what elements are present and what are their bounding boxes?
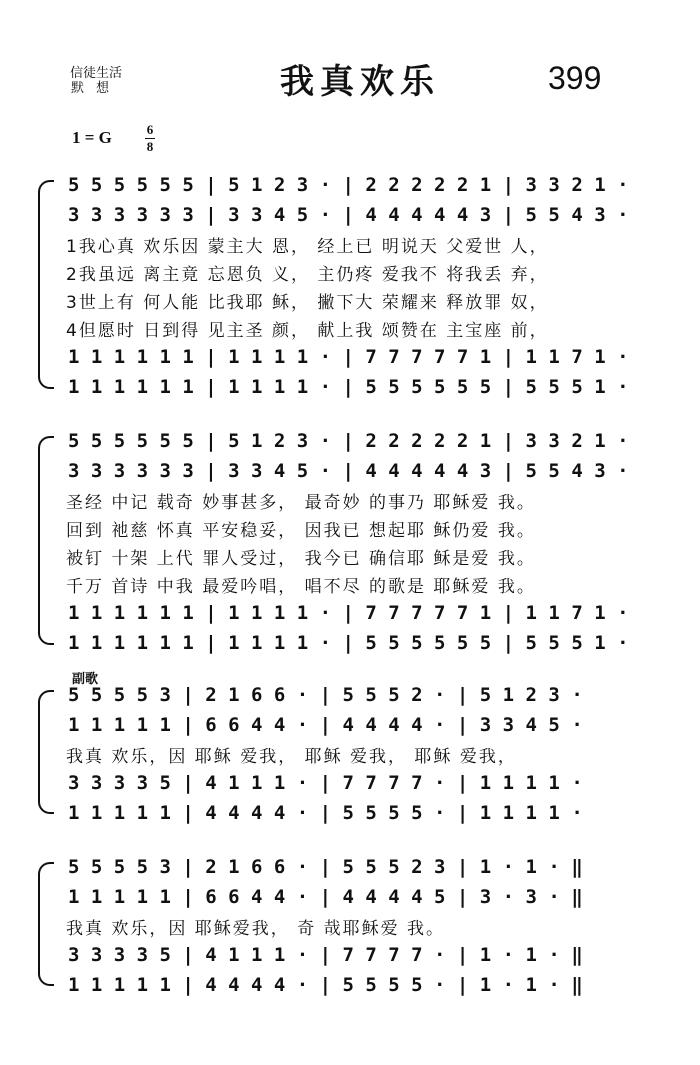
- bass-line: [58, 800, 658, 830]
- alto-notes: 3 3 3 3 3 3 | 3 3 4 5 · | 4 4 4 4 4 3 | 5 5 4 3 ·: [68, 204, 629, 226]
- time-signature: [145, 123, 155, 154]
- tenor-line: [58, 770, 658, 800]
- soprano-notes: 5 5 5 5 5 5 | 5 1 2 3 · | 2 2 2 2 2 1 | 3 3 2 1 ·: [68, 174, 629, 196]
- key-signature: 1 = G: [72, 128, 112, 147]
- bass-line: [58, 630, 658, 660]
- hymn-title: 我真欢乐: [280, 62, 440, 102]
- alto-line: [58, 712, 658, 742]
- alto-line: [58, 202, 658, 232]
- hymn-category: [70, 66, 122, 96]
- score-system-3: [58, 682, 658, 830]
- lyric-verse-4: 4但愿时 日到得 见主圣 颜， 献上我 颂赞在 主宝座 前，: [66, 321, 549, 341]
- bass-line: [58, 972, 658, 1002]
- lyric-verse-1: 1我心真 欢乐因 蒙主大 恩， 经上已 明说天 父爱世 人，: [66, 237, 549, 257]
- soprano-line: [58, 682, 658, 712]
- bass-line: [58, 374, 658, 404]
- system-brace: [38, 180, 54, 389]
- tenor-notes: 3 3 3 3 5 | 4 1 1 1 · | 7 7 7 7 · | 1 · 1 · ‖: [68, 944, 583, 966]
- chorus-lyric: 我真 欢乐，因 耶稣爱我， 奇 哉耶稣爱 我。: [66, 919, 446, 939]
- alto-line: [58, 458, 658, 488]
- tenor-line: [58, 600, 658, 630]
- tenor-notes: 3 3 3 3 5 | 4 1 1 1 · | 7 7 7 7 · | 1 1 1 1 ·: [68, 772, 583, 794]
- alto-notes: 3 3 3 3 3 3 | 3 3 4 5 · | 4 4 4 4 4 3 | 5 5 4 3 ·: [68, 460, 629, 482]
- hymn-number: 399: [548, 60, 602, 96]
- category-label: 信徒生活: [70, 66, 123, 81]
- soprano-line: [58, 428, 658, 458]
- soprano-line: [58, 854, 658, 884]
- score-system-4: [58, 854, 658, 1002]
- soprano-notes: 5 5 5 5 5 5 | 5 1 2 3 · | 2 2 2 2 2 1 | 3 3 2 1 ·: [68, 430, 629, 452]
- subcategory-label: 默想: [71, 81, 122, 96]
- alto-notes: 1 1 1 1 1 | 6 6 4 4 · | 4 4 4 4 · | 3 3 4 5 ·: [68, 714, 583, 736]
- lyric-verse-2: 回到 祂慈 怀真 平安稳妥， 因我已 想起耶 稣仍爱 我。: [66, 521, 536, 541]
- bass-notes: 1 1 1 1 1 1 | 1 1 1 1 · | 5 5 5 5 5 5 | 5 5 5 1 ·: [68, 376, 629, 398]
- lyric-verse-2: 2我虽远 离主竟 忘恩负 义， 主仍疼 爱我不 将我丢 弃，: [66, 265, 549, 285]
- time-top: 6: [146, 122, 154, 137]
- time-bottom: 8: [146, 139, 154, 154]
- alto-notes: 1 1 1 1 1 | 6 6 4 4 · | 4 4 4 4 5 | 3 · 3 · ‖: [68, 886, 583, 908]
- chorus-label: 副歌: [72, 672, 99, 687]
- lyric-verse-4: 千万 首诗 中我 最爱吟唱， 唱不尽 的歌是 耶稣爱 我。: [66, 577, 536, 597]
- bass-notes: 1 1 1 1 1 | 4 4 4 4 · | 5 5 5 5 · | 1 1 1 1 ·: [68, 802, 583, 824]
- system-brace: [38, 862, 54, 986]
- soprano-line: [58, 172, 658, 202]
- tenor-line: [58, 344, 658, 374]
- tenor-line: [58, 942, 658, 972]
- alto-line: [58, 884, 658, 914]
- soprano-notes: 5 5 5 5 3 | 2 1 6 6 · | 5 5 5 2 · | 5 1 2 3 ·: [68, 684, 583, 706]
- lyric-verse-3: 被钉 十架 上代 罪人受过， 我今已 确信耶 稣是爱 我。: [66, 549, 536, 569]
- chorus-lyric: 我真 欢乐，因 耶稣 爱我， 耶稣 爱我， 耶稣 爱我，: [66, 747, 517, 767]
- system-brace: [38, 436, 54, 645]
- bass-notes: 1 1 1 1 1 1 | 1 1 1 1 · | 5 5 5 5 5 5 | 5 5 5 1 ·: [68, 632, 629, 654]
- bass-notes: 1 1 1 1 1 | 4 4 4 4 · | 5 5 5 5 · | 1 · 1 · ‖: [68, 974, 583, 996]
- lyric-verse-3: 3世上有 何人能 比我耶 稣， 撇下大 荣耀来 释放罪 奴，: [66, 293, 549, 313]
- system-brace: [38, 690, 54, 814]
- score-system-1: [58, 172, 658, 404]
- tenor-notes: 1 1 1 1 1 1 | 1 1 1 1 · | 7 7 7 7 7 1 | 1 1 7 1 ·: [68, 346, 629, 368]
- lyric-verse-1: 圣经 中记 载奇 妙事甚多， 最奇妙 的事乃 耶稣爱 我。: [66, 493, 536, 513]
- soprano-notes: 5 5 5 5 3 | 2 1 6 6 · | 5 5 5 2 3 | 1 · 1 · ‖: [68, 856, 583, 878]
- tenor-notes: 1 1 1 1 1 1 | 1 1 1 1 · | 7 7 7 7 7 1 | 1 1 7 1 ·: [68, 602, 629, 624]
- score-system-2: [58, 428, 658, 660]
